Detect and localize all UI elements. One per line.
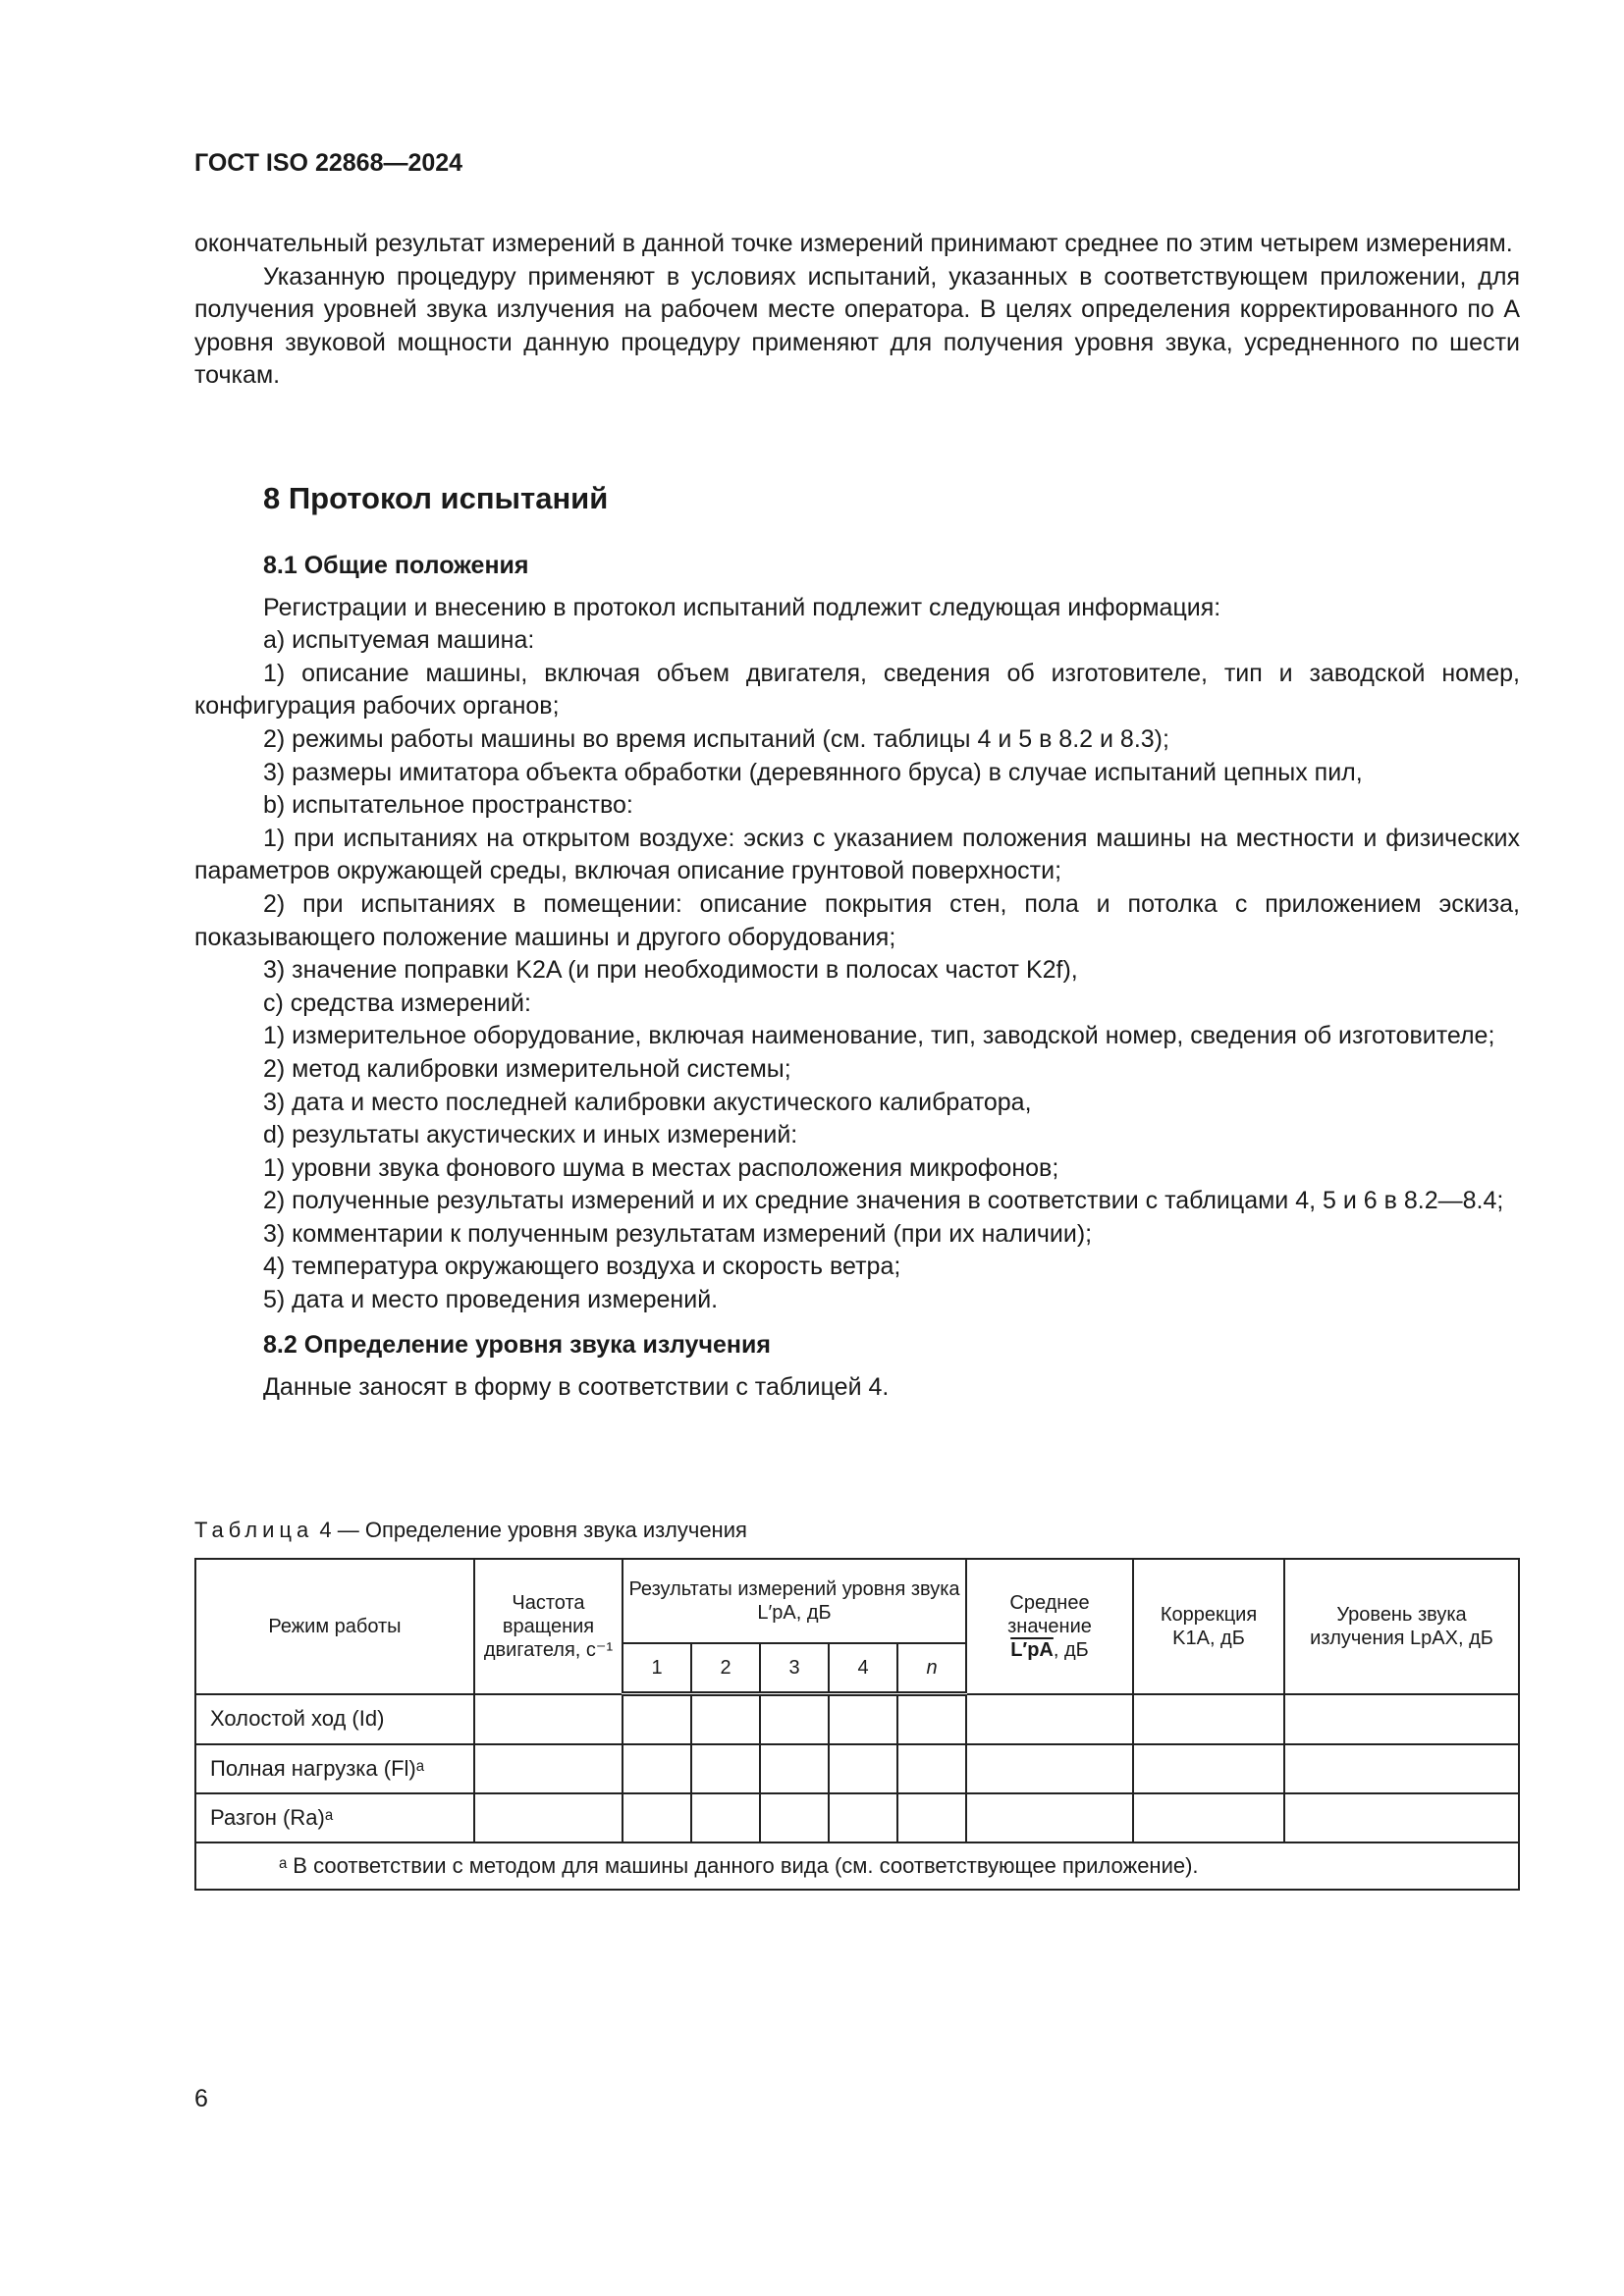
subheader: 4: [829, 1643, 897, 1694]
subsection-title: 8.1 Общие положения: [263, 552, 529, 579]
list-item: b) испытательное пространство:: [263, 791, 633, 820]
list-item: 2) режимы работы машины во время испытаний (см. таблицы 4 и 5 в 8.2 и 8.3);: [263, 724, 1169, 753]
header-mean: [966, 1559, 1133, 1694]
subheader: 3: [760, 1643, 829, 1694]
list-item: 1) измерительное оборудование, включая наименование, тип, заводской номер, сведения об изготовителе;: [263, 1022, 1495, 1050]
list-item: 1) описание машины, включая объем двигателя, сведения об изготовителе, тип и заводской номер, конфигурация рабочих органов;: [194, 659, 1520, 721]
list-item: 5) дата и место проведения измерений.: [263, 1286, 719, 1314]
subsection-title: 8.2 Определение уровня звука излучения: [263, 1330, 771, 1359]
list-item: 4) температура окружающего воздуха и скорость ветра;: [263, 1253, 901, 1281]
table-row: [195, 1694, 1519, 1745]
caption-text: 4 — Определение уровня звука излучения: [319, 1518, 747, 1542]
caption-label: Таблица: [194, 1518, 314, 1542]
subheader: 1: [623, 1643, 691, 1694]
header-mode: Режим работы: [195, 1559, 474, 1694]
list-item: 2) при испытаниях в помещении: описание покрытия стен, пола и потолка с приложением эскиза, показывающего положение машины и другого оборудования;: [194, 889, 1520, 951]
mean-label: Среднее значение: [1007, 1591, 1092, 1637]
list-item: 3) размеры имитатора объекта обработки (деревянного бруса) в случае испытаний цепных пил,: [263, 758, 1363, 786]
document-header: ГОСТ ISO 22868—2024: [194, 149, 463, 177]
list-item: 3) дата и место последней калибровки акустического калибратора,: [263, 1088, 1032, 1116]
page-number: 6: [194, 2085, 208, 2112]
row-label: Разгон (Ra)ᵃ: [195, 1793, 474, 1842]
table-row: [195, 1744, 1519, 1793]
row-label: Полная нагрузка (Fl)ᵃ: [195, 1744, 474, 1793]
list-item: 2) полученные результаты измерений и их средние значения в соответствии с таблицами 4, 5 и 6 в 8.2—8.4;: [263, 1187, 1504, 1215]
mean-symbol: L′pA: [1010, 1638, 1054, 1661]
table-row: [195, 1793, 1519, 1842]
list-item: 1) при испытаниях на открытом воздухе: эскиз с указанием положения машины на местности и физических параметров окружающей среды, включая описание грунтовой поверхности;: [194, 824, 1520, 885]
intro-text: [194, 228, 1520, 393]
section-8-1: [194, 550, 1520, 1405]
measurement-table: [194, 1558, 1520, 1891]
list-item: a) испытуемая машина:: [263, 626, 535, 655]
paragraph: окончательный результат измерений в данной точке измерений принимают среднее по этим четырем измерениям.: [194, 230, 1513, 257]
table-footnote: ᵃ В соответствии с методом для машины данного вида (см. соответствующее приложение).: [195, 1842, 1519, 1890]
paragraph: Указанную процедуру применяют в условиях испытаний, указанных в соответствующем приложении, для получения уровней звука излучения на рабочем месте оператора. В целях определения корректированного по А уровня звуковой мощности данную процедуру применяют для получения уровня звука, усредненного по шести точкам.: [194, 262, 1520, 390]
paragraph: Данные заносят в форму в соответствии с таблицей 4.: [263, 1373, 890, 1402]
header-frequency: Частота вращения двигателя, с⁻¹: [474, 1559, 623, 1694]
header-level: Уровень звука излучения LpAX, дБ: [1284, 1559, 1519, 1694]
subheader-n: n: [926, 1657, 938, 1679]
header-results: Результаты измерений уровня звука L′pA, дБ: [623, 1559, 966, 1643]
subheader: [897, 1643, 966, 1694]
list-item: d) результаты акустических и иных измерений:: [263, 1121, 798, 1149]
list-item: c) средства измерений:: [263, 988, 531, 1017]
list-item: Регистрации и внесению в протокол испытаний подлежит следующая информация:: [263, 593, 1221, 621]
mean-unit: , дБ: [1053, 1638, 1089, 1661]
table-caption: [194, 1518, 747, 1543]
subheader: 2: [691, 1643, 760, 1694]
list-item: 3) комментарии к полученным результатам измерений (при их наличии);: [263, 1219, 1093, 1248]
row-label: Холостой ход (Id): [195, 1694, 474, 1745]
list-item: 3) значение поправки K2A (и при необходимости в полосах частот K2f),: [263, 956, 1078, 985]
header-correction: Коррекция K1A, дБ: [1133, 1559, 1284, 1694]
list-item: 2) метод калибровки измерительной системы;: [263, 1054, 791, 1083]
list-item: 1) уровни звука фонового шума в местах расположения микрофонов;: [263, 1153, 1059, 1182]
section-title: 8 Протокол испытаний: [263, 481, 609, 515]
